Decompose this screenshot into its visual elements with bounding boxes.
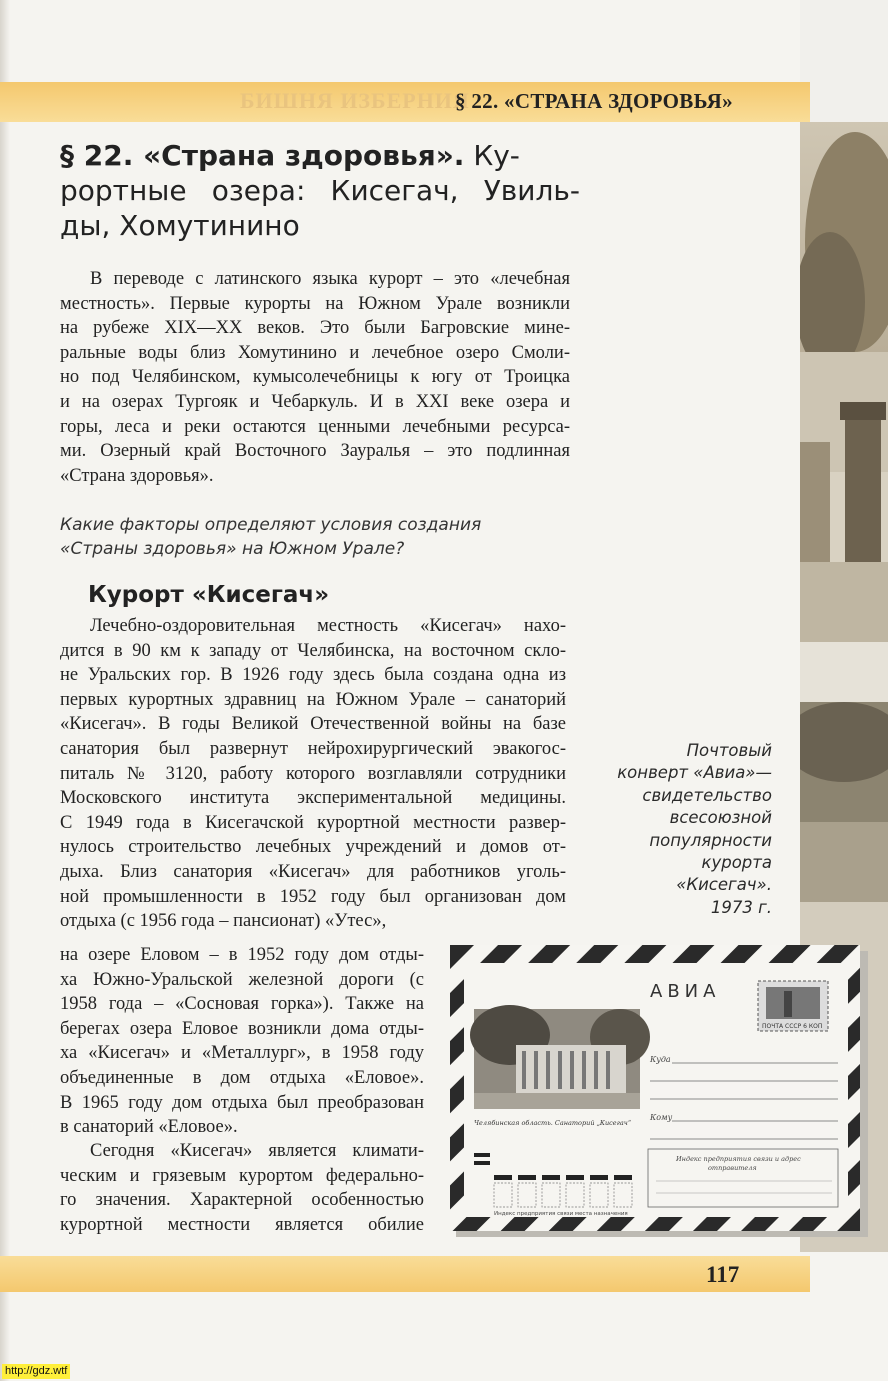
text-line: Сегодня «Кисегач» является климати- [90, 1141, 424, 1161]
caption-line: популярности [649, 830, 772, 850]
stamp-text: ПОЧТА СССР 6 КОП [762, 1023, 823, 1030]
title-line-2: рортные озера: Кисегач, Увиль- [60, 174, 580, 207]
text-line: нулось строительство лечебных учреждений и домов от- [60, 837, 566, 858]
body-paragraph-final [60, 1139, 424, 1237]
text-line: и на озерах Тургояк и Чебаркуль. И в XXI веке озера и [60, 391, 570, 412]
section-title [60, 138, 580, 243]
body-paragraph-narrow [60, 943, 424, 1140]
title-bold: § 22. «Страна здоровья». [60, 139, 465, 172]
header-bleed-through: БИШНЯ ИЗБЕРНИЯ [240, 88, 470, 113]
text-line: го значения. Характерной особенностью [60, 1190, 424, 1211]
page-number: 117 [706, 1262, 740, 1287]
caption-line: курорта [701, 853, 772, 873]
sender-line-2: отправителя [708, 1164, 757, 1172]
text-line: в санаторий «Еловое». [60, 1117, 238, 1138]
subheading-kisegach: Курорт «Кисегач» [88, 582, 330, 608]
text-line: «Страна здоровья». [60, 465, 214, 486]
title-line-3: ды, Хомутинино [60, 209, 300, 242]
text-line: 1958 года – «Сосновая горка»). Также на [60, 994, 424, 1015]
text-line: дыха. Близ санатория «Кисегач» для работников уголь- [60, 861, 566, 882]
title-line-1 [60, 138, 580, 173]
question-line: Какие факторы определяют условия создания [60, 515, 482, 535]
text-line: первых курортных здравниц на Южном Урале – санаторий [60, 689, 566, 710]
text-line: курортной местности является обилие [60, 1214, 424, 1235]
text-line: С 1949 года в Кисегачской курортной местности развер- [60, 812, 566, 833]
text-line: не Уральских гор. В 1926 году здесь была создана одна из [60, 665, 566, 686]
avia-label: АВИА [650, 981, 721, 1002]
text-line: объединенные в дом отдыха «Еловое». [60, 1067, 424, 1088]
body-paragraph-full [60, 614, 566, 934]
caption-line: всесоюзной [669, 808, 772, 828]
index-note: Индекс предприятия связи места назначения [494, 1211, 628, 1217]
text-line: ха Южно-Уральской железной дороги (с [60, 969, 424, 990]
caption-line: «Кисегач». [676, 875, 772, 895]
text-line: Московского института экспериментальной медицины. [60, 788, 566, 809]
avia-envelope-image [450, 945, 868, 1237]
text-line: но под Челябинском, кумысолечебницы к югу от Троицка [60, 367, 570, 388]
text-line: дится в 90 км к западу от Челябинска, на восточном скло- [60, 640, 566, 661]
figure-caption [580, 740, 772, 919]
text-line: горы, леса и реки остаются ценными лечебными ресурса- [60, 416, 570, 437]
source-url-label[interactable]: http://gdz.wtf [2, 1364, 70, 1379]
caption-line: 1973 г. [710, 897, 772, 917]
text-line: на рубеже XIX—XX веков. Это были Багровские мине- [60, 318, 570, 339]
text-line: ми. Озерный край Восточного Зауралья – это подлинная [60, 441, 570, 462]
whom-label: Кому [650, 1113, 673, 1122]
text-line: питаль № 3120, работу которого возглавляли сотрудники [60, 763, 566, 784]
question-line: «Страны здоровья» на Южном Урале? [60, 539, 405, 559]
sender-line-1: Индекс предприятия связи и адрес [676, 1155, 801, 1163]
intro-paragraph [60, 267, 570, 488]
text-line: отдыха (с 1956 года – пансионат) «Утес», [60, 911, 387, 932]
to-label: Куда [650, 1055, 671, 1064]
review-question [60, 513, 530, 561]
text-line: Лечебно-оздоровительная местность «Кисегач» нахо- [90, 616, 566, 636]
caption-line: конверт «Авиа»— [617, 763, 772, 783]
text-line: ха «Кисегач» и «Металлург», в 1958 году [60, 1043, 424, 1064]
text-line: ной промышленности в 1952 году был организован дом [60, 886, 566, 907]
text-line: «Кисегач». В годы Великой Отечественной войны на базе [60, 714, 566, 735]
text-line: ральные воды близ Хомутинино и лечебное озеро Смоли- [60, 342, 570, 363]
text-line: санатория был развернут нейрохирургический эвакогос- [60, 738, 566, 759]
text-line: В переводе с латинского языка курорт – это «лечебная [90, 269, 570, 289]
photo-caption: Челябинская область. Санаторий „Кисегач“ [474, 1119, 632, 1127]
right-margin-blank [800, 0, 888, 122]
caption-line: Почтовый [686, 741, 772, 760]
text-line: ческим и грязевым курортом федерально- [60, 1165, 424, 1186]
text-line: на озере Еловом – в 1952 году дом отды- [60, 945, 424, 965]
text-line: берегах озера Еловое возникли дома отды- [60, 1018, 424, 1039]
page-binding-edge [0, 0, 10, 1381]
running-title: § 22. «СТРАНА ЗДОРОВЬЯ» [455, 89, 733, 113]
title-line-1-rest: Ку- [464, 139, 520, 172]
text-line: В 1965 году дом отдыха был преобразован [60, 1092, 424, 1113]
caption-line: свидетельство [642, 785, 772, 805]
footer-band [0, 1256, 810, 1292]
text-line: местность». Первые курорты на Южном Урале возникли [60, 293, 570, 314]
